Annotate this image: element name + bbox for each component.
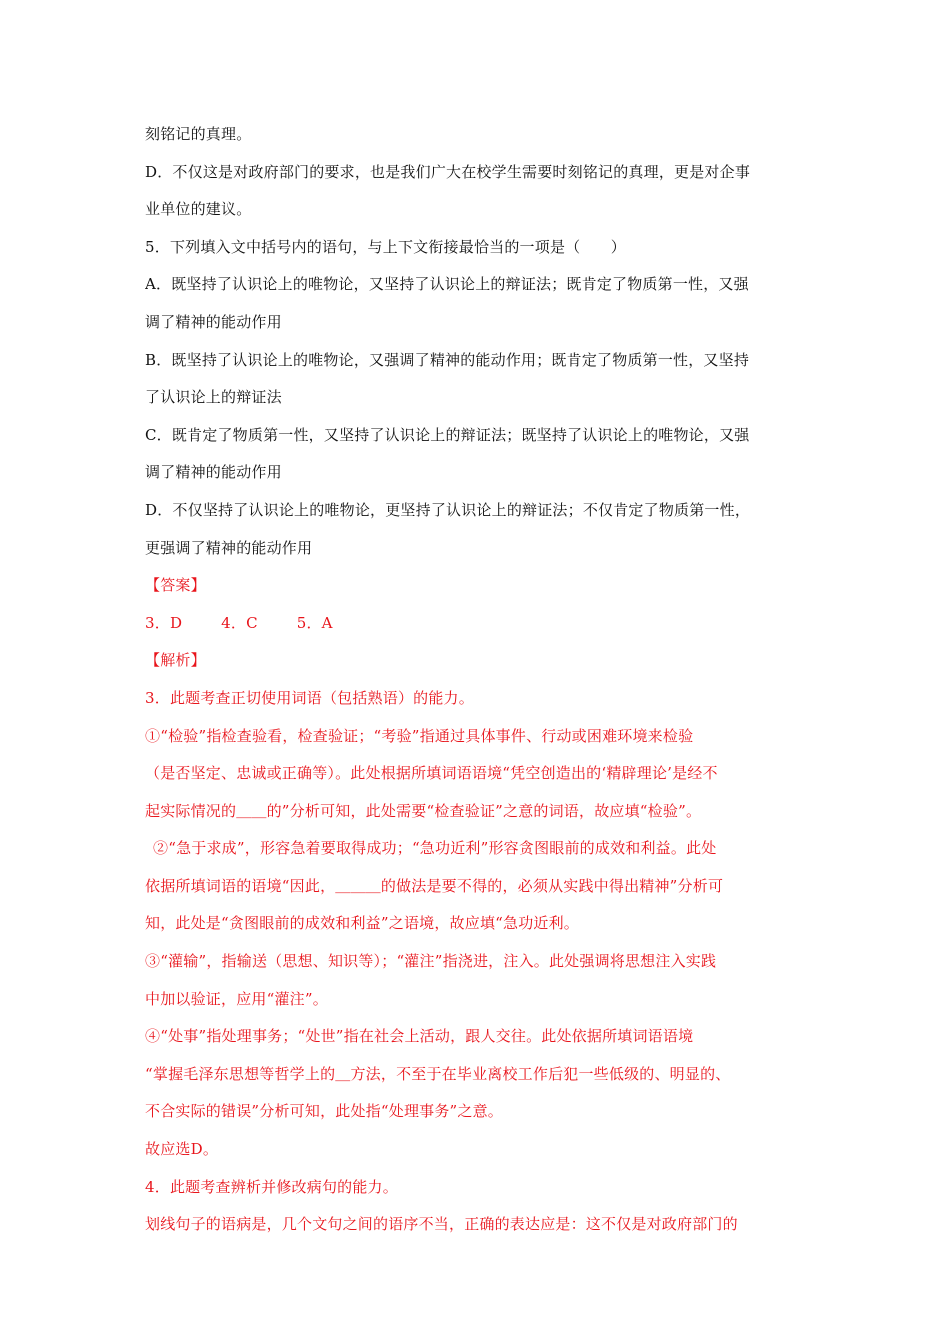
question-line: 5．下列填入文中括号内的语句，与上下文衔接最恰当的一项是（ ） (145, 237, 626, 256)
analysis-line: 不合实际的错误”分析可知，此处指“处理事务”之意。 (145, 1102, 504, 1121)
analysis-line: 中加以验证，应用“灌注”。 (145, 989, 328, 1008)
answer-list (145, 605, 810, 643)
analysis-line: 3．此题考查正切使用词语（包括熟语）的能力。 (145, 688, 474, 707)
option-line: 调了精神的能动作用 (145, 463, 282, 482)
document-content (145, 116, 810, 1244)
analysis-heading: 【解析】 (145, 651, 206, 670)
answer-section (145, 567, 810, 642)
question-line: 业单位的建议。 (145, 200, 252, 219)
question-line: 刻铭记的真理。 (145, 125, 252, 143)
analysis-line: ②“急于求成”，形容急着要取得成功；“急功近利”形容贪图眼前的成效和利益。此处 (153, 839, 717, 858)
analysis-line: 起实际情况的＿＿的”分析可知，此处需要“检查验证”之意的词语，故应填“检验”。 (145, 801, 702, 820)
analysis-line: 划线句子的语病是，几个文句之间的语序不当，正确的表达应是：这不仅是对政府部门的 (145, 1215, 738, 1234)
analysis-line: （是否坚定、忠诚或正确等）。此处根据所填词语语境“凭空创造出的‘精辟理论’是经不 (145, 764, 718, 783)
answer-item: 3．D (145, 613, 183, 632)
answer-item: 5．A (296, 613, 333, 632)
option-line: C．既肯定了物质第一性，又坚持了认识论上的辩证法；既坚持了认识论上的唯物论，又强 (145, 425, 750, 444)
analysis-line: “掌握毛泽东思想等哲学上的＿方法，不至于在毕业离校工作后犯一些低级的、明显的、 (145, 1064, 731, 1083)
option-line: D．不仅坚持了认识论上的唯物论，更坚持了认识论上的辩证法；不仅肯定了物质第一性， (145, 500, 751, 519)
option-line: 更强调了精神的能动作用 (145, 538, 313, 557)
question-block (145, 116, 810, 567)
analysis-line: 故应选D。 (145, 1140, 219, 1159)
analysis-line: ④“处事”指处理事务；“处世”指在社会上活动，跟人交往。此处依据所填词语语境 (145, 1027, 694, 1046)
analysis-line: ①“检验”指检查验看，检查验证；“考验”指通过具体事件、行动或困难环境来检验 (145, 726, 694, 745)
analysis-line: 依据所填词语的语境“因此，＿＿＿的做法是要不得的，必须从实践中得出精神”分析可 (145, 876, 724, 895)
question-line: D．不仅这是对政府部门的要求，也是我们广大在校学生需要时刻铭记的真理，更是对企事 (145, 162, 751, 181)
answer-item: 4．C (221, 613, 258, 632)
analysis-line: ③“灌输”，指输送（思想、知识等）；“灌注”指浇进，注入。此处强调将思想注入实践 (145, 952, 717, 971)
analysis-section (145, 642, 810, 1244)
analysis-line: 4．此题考查辨析并修改病句的能力。 (145, 1177, 398, 1196)
analysis-line: 知，此处是“贪图眼前的成效和利益”之语境，故应填“急功近利。 (145, 914, 580, 933)
answer-heading: 【答案】 (145, 576, 206, 595)
option-line: B．既坚持了认识论上的唯物论，又强调了精神的能动作用；既肯定了物质第一性，又坚持 (145, 350, 750, 369)
option-line: 了认识论上的辩证法 (145, 388, 282, 407)
option-line: A．既坚持了认识论上的唯物论，又坚持了认识论上的辩证法；既肯定了物质第一性，又强 (145, 275, 749, 294)
option-line: 调了精神的能动作用 (145, 312, 282, 331)
